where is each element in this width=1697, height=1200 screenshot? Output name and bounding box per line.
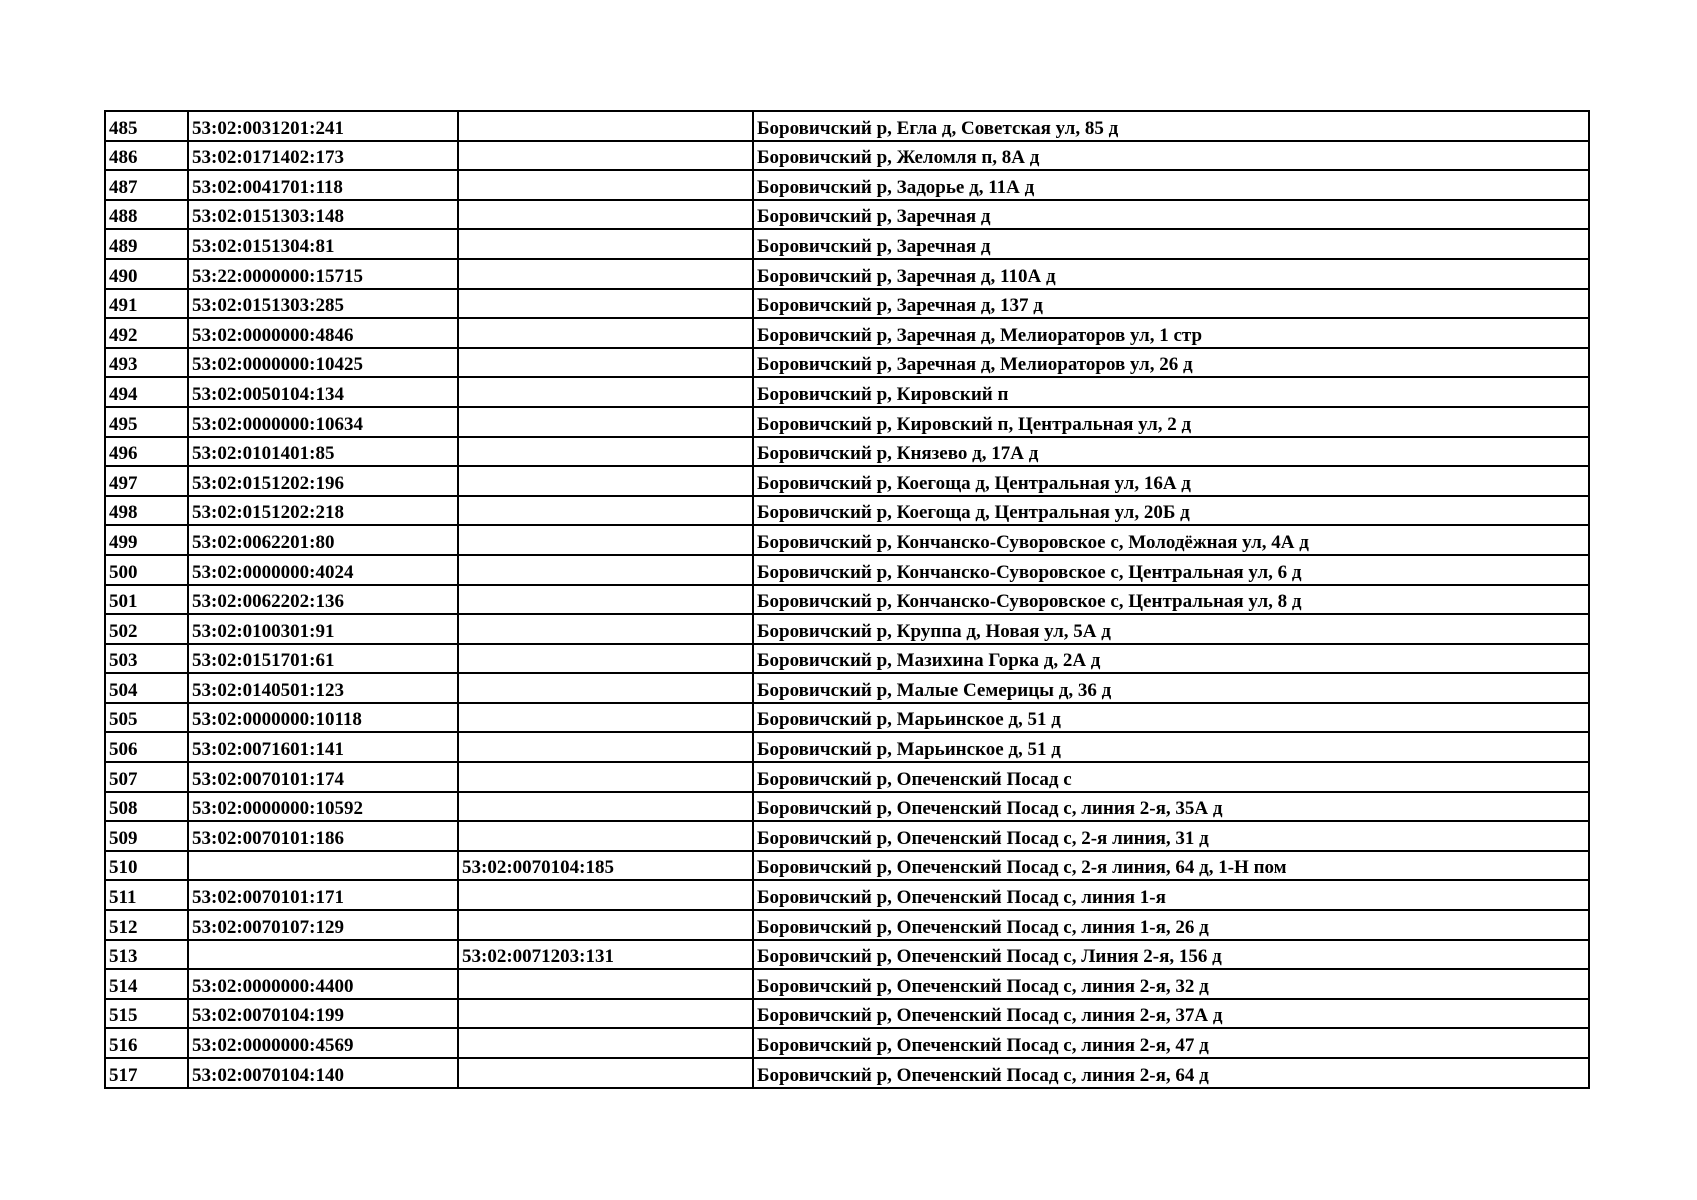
- cadastral-number-cell: 53:02:0000000:4400: [188, 969, 458, 999]
- cadastral-number-cell: 53:02:0151202:196: [188, 466, 458, 496]
- table-row: [105, 821, 1589, 851]
- building-cadastral-number-cell: [458, 141, 753, 171]
- building-cadastral-number-cell: [458, 170, 753, 200]
- address-cell: Боровичский р, Кировский п, Центральная ул, 2 д: [753, 407, 1589, 437]
- cadastral-number-cell: 53:02:0070101:186: [188, 821, 458, 851]
- table-row: [105, 614, 1589, 644]
- table-row: [105, 111, 1589, 141]
- building-cadastral-number-cell: [458, 614, 753, 644]
- row-number-cell: 495: [105, 407, 188, 437]
- address-cell: Боровичский р, Опеченский Посад с, Линия 2-я, 156 д: [753, 940, 1589, 970]
- address-cell: Боровичский р, Желомля п, 8А д: [753, 141, 1589, 171]
- row-number-cell: 505: [105, 703, 188, 733]
- address-cell: Боровичский р, Егла д, Советская ул, 85 д: [753, 111, 1589, 141]
- building-cadastral-number-cell: [458, 732, 753, 762]
- table-row: [105, 792, 1589, 822]
- building-cadastral-number-cell: [458, 644, 753, 674]
- address-cell: Боровичский р, Заречная д, Мелиораторов ул, 1 стр: [753, 318, 1589, 348]
- table-row: [105, 407, 1589, 437]
- row-number-cell: 513: [105, 940, 188, 970]
- building-cadastral-number-cell: [458, 289, 753, 319]
- row-number-cell: 497: [105, 466, 188, 496]
- address-cell: Боровичский р, Опеченский Посад с, линия 2-я, 47 д: [753, 1028, 1589, 1058]
- building-cadastral-number-cell: [458, 348, 753, 378]
- cadastral-number-cell: 53:02:0000000:4569: [188, 1028, 458, 1058]
- address-cell: Боровичский р, Кончанско-Суворовское с, Молодёжная ул, 4А д: [753, 525, 1589, 555]
- building-cadastral-number-cell: [458, 229, 753, 259]
- property-registry-table: [104, 110, 1590, 1089]
- table-row: [105, 229, 1589, 259]
- table-row: [105, 1058, 1589, 1088]
- row-number-cell: 487: [105, 170, 188, 200]
- table-row: [105, 880, 1589, 910]
- address-cell: Боровичский р, Опеченский Посад с, линия 2-я, 32 д: [753, 969, 1589, 999]
- building-cadastral-number-cell: [458, 910, 753, 940]
- cadastral-number-cell: 53:02:0000000:10425: [188, 348, 458, 378]
- registry-table-body: [105, 111, 1589, 1088]
- row-number-cell: 485: [105, 111, 188, 141]
- cadastral-number-cell: 53:02:0171402:173: [188, 141, 458, 171]
- table-row: [105, 496, 1589, 526]
- cadastral-number-cell: 53:02:0151303:148: [188, 200, 458, 230]
- cadastral-number-cell: 53:02:0070104:140: [188, 1058, 458, 1088]
- building-cadastral-number-cell: [458, 377, 753, 407]
- row-number-cell: 486: [105, 141, 188, 171]
- table-row: [105, 170, 1589, 200]
- building-cadastral-number-cell: [458, 318, 753, 348]
- cadastral-number-cell: [188, 851, 458, 881]
- table-row: [105, 999, 1589, 1029]
- building-cadastral-number-cell: [458, 437, 753, 467]
- cadastral-number-cell: 53:02:0000000:10118: [188, 703, 458, 733]
- cadastral-number-cell: 53:02:0101401:85: [188, 437, 458, 467]
- address-cell: Боровичский р, Малые Семерицы д, 36 д: [753, 673, 1589, 703]
- address-cell: Боровичский р, Опеченский Посад с: [753, 762, 1589, 792]
- row-number-cell: 503: [105, 644, 188, 674]
- building-cadastral-number-cell: [458, 999, 753, 1029]
- row-number-cell: 504: [105, 673, 188, 703]
- row-number-cell: 512: [105, 910, 188, 940]
- row-number-cell: 508: [105, 792, 188, 822]
- row-number-cell: 502: [105, 614, 188, 644]
- cadastral-number-cell: 53:22:0000000:15715: [188, 259, 458, 289]
- row-number-cell: 496: [105, 437, 188, 467]
- building-cadastral-number-cell: [458, 585, 753, 615]
- address-cell: Боровичский р, Задорье д, 11А д: [753, 170, 1589, 200]
- building-cadastral-number-cell: [458, 762, 753, 792]
- building-cadastral-number-cell: [458, 880, 753, 910]
- address-cell: Боровичский р, Кончанско-Суворовское с, Центральная ул, 6 д: [753, 555, 1589, 585]
- table-row: [105, 555, 1589, 585]
- address-cell: Боровичский р, Круппа д, Новая ул, 5А д: [753, 614, 1589, 644]
- address-cell: Боровичский р, Заречная д, Мелиораторов ул, 26 д: [753, 348, 1589, 378]
- address-cell: Боровичский р, Опеченский Посад с, линия 2-я, 64 д: [753, 1058, 1589, 1088]
- cadastral-number-cell: 53:02:0070107:129: [188, 910, 458, 940]
- table-row: [105, 585, 1589, 615]
- table-row: [105, 377, 1589, 407]
- row-number-cell: 492: [105, 318, 188, 348]
- table-row: [105, 525, 1589, 555]
- row-number-cell: 509: [105, 821, 188, 851]
- address-cell: Боровичский р, Опеченский Посад с, линия 1-я, 26 д: [753, 910, 1589, 940]
- building-cadastral-number-cell: 53:02:0071203:131: [458, 940, 753, 970]
- building-cadastral-number-cell: 53:02:0070104:185: [458, 851, 753, 881]
- table-row: [105, 732, 1589, 762]
- table-row: [105, 703, 1589, 733]
- building-cadastral-number-cell: [458, 821, 753, 851]
- building-cadastral-number-cell: [458, 555, 753, 585]
- address-cell: Боровичский р, Коегоща д, Центральная ул, 20Б д: [753, 496, 1589, 526]
- cadastral-number-cell: 53:02:0062202:136: [188, 585, 458, 615]
- address-cell: Боровичский р, Марьинское д, 51 д: [753, 732, 1589, 762]
- cadastral-number-cell: 53:02:0151202:218: [188, 496, 458, 526]
- cadastral-number-cell: 53:02:0070101:171: [188, 880, 458, 910]
- cadastral-number-cell: 53:02:0031201:241: [188, 111, 458, 141]
- building-cadastral-number-cell: [458, 525, 753, 555]
- cadastral-number-cell: 53:02:0070101:174: [188, 762, 458, 792]
- table-row: [105, 437, 1589, 467]
- row-number-cell: 517: [105, 1058, 188, 1088]
- cadastral-number-cell: 53:02:0151701:61: [188, 644, 458, 674]
- cadastral-number-cell: [188, 940, 458, 970]
- address-cell: Боровичский р, Заречная д: [753, 200, 1589, 230]
- building-cadastral-number-cell: [458, 200, 753, 230]
- row-number-cell: 516: [105, 1028, 188, 1058]
- address-cell: Боровичский р, Мазихина Горка д, 2А д: [753, 644, 1589, 674]
- row-number-cell: 511: [105, 880, 188, 910]
- row-number-cell: 506: [105, 732, 188, 762]
- cadastral-number-cell: 53:02:0062201:80: [188, 525, 458, 555]
- cadastral-number-cell: 53:02:0000000:10634: [188, 407, 458, 437]
- row-number-cell: 507: [105, 762, 188, 792]
- row-number-cell: 515: [105, 999, 188, 1029]
- building-cadastral-number-cell: [458, 111, 753, 141]
- table-row: [105, 289, 1589, 319]
- cadastral-number-cell: 53:02:0000000:10592: [188, 792, 458, 822]
- address-cell: Боровичский р, Князево д, 17А д: [753, 437, 1589, 467]
- building-cadastral-number-cell: [458, 703, 753, 733]
- address-cell: Боровичский р, Кончанско-Суворовское с, Центральная ул, 8 д: [753, 585, 1589, 615]
- address-cell: Боровичский р, Коегоща д, Центральная ул, 16А д: [753, 466, 1589, 496]
- address-cell: Боровичский р, Марьинское д, 51 д: [753, 703, 1589, 733]
- row-number-cell: 499: [105, 525, 188, 555]
- row-number-cell: 498: [105, 496, 188, 526]
- table-row: [105, 910, 1589, 940]
- address-cell: Боровичский р, Опеченский Посад с, 2-я линия, 64 д, 1-Н пом: [753, 851, 1589, 881]
- row-number-cell: 501: [105, 585, 188, 615]
- address-cell: Боровичский р, Опеченский Посад с, линия 2-я, 35А д: [753, 792, 1589, 822]
- address-cell: Боровичский р, Опеченский Посад с, 2-я линия, 31 д: [753, 821, 1589, 851]
- table-row: [105, 644, 1589, 674]
- address-cell: Боровичский р, Опеченский Посад с, линия 2-я, 37А д: [753, 999, 1589, 1029]
- table-row: [105, 141, 1589, 171]
- row-number-cell: 510: [105, 851, 188, 881]
- building-cadastral-number-cell: [458, 969, 753, 999]
- table-row: [105, 348, 1589, 378]
- row-number-cell: 490: [105, 259, 188, 289]
- cadastral-number-cell: 53:02:0000000:4024: [188, 555, 458, 585]
- building-cadastral-number-cell: [458, 259, 753, 289]
- building-cadastral-number-cell: [458, 466, 753, 496]
- building-cadastral-number-cell: [458, 407, 753, 437]
- row-number-cell: 514: [105, 969, 188, 999]
- table-row: [105, 200, 1589, 230]
- building-cadastral-number-cell: [458, 496, 753, 526]
- address-cell: Боровичский р, Заречная д: [753, 229, 1589, 259]
- table-row: [105, 969, 1589, 999]
- row-number-cell: 494: [105, 377, 188, 407]
- address-cell: Боровичский р, Опеченский Посад с, линия 1-я: [753, 880, 1589, 910]
- address-cell: Боровичский р, Кировский п: [753, 377, 1589, 407]
- table-row: [105, 259, 1589, 289]
- table-row: [105, 851, 1589, 881]
- cadastral-number-cell: 53:02:0070104:199: [188, 999, 458, 1029]
- row-number-cell: 489: [105, 229, 188, 259]
- address-cell: Боровичский р, Заречная д, 137 д: [753, 289, 1589, 319]
- cadastral-number-cell: 53:02:0151304:81: [188, 229, 458, 259]
- building-cadastral-number-cell: [458, 792, 753, 822]
- cadastral-number-cell: 53:02:0071601:141: [188, 732, 458, 762]
- table-row: [105, 1028, 1589, 1058]
- cadastral-number-cell: 53:02:0050104:134: [188, 377, 458, 407]
- table-row: [105, 762, 1589, 792]
- row-number-cell: 491: [105, 289, 188, 319]
- row-number-cell: 500: [105, 555, 188, 585]
- building-cadastral-number-cell: [458, 1028, 753, 1058]
- table-row: [105, 318, 1589, 348]
- cadastral-number-cell: 53:02:0041701:118: [188, 170, 458, 200]
- building-cadastral-number-cell: [458, 673, 753, 703]
- cadastral-number-cell: 53:02:0000000:4846: [188, 318, 458, 348]
- table-row: [105, 940, 1589, 970]
- building-cadastral-number-cell: [458, 1058, 753, 1088]
- row-number-cell: 493: [105, 348, 188, 378]
- cadastral-number-cell: 53:02:0100301:91: [188, 614, 458, 644]
- cadastral-number-cell: 53:02:0151303:285: [188, 289, 458, 319]
- table-row: [105, 466, 1589, 496]
- table-row: [105, 673, 1589, 703]
- cadastral-number-cell: 53:02:0140501:123: [188, 673, 458, 703]
- row-number-cell: 488: [105, 200, 188, 230]
- address-cell: Боровичский р, Заречная д, 110А д: [753, 259, 1589, 289]
